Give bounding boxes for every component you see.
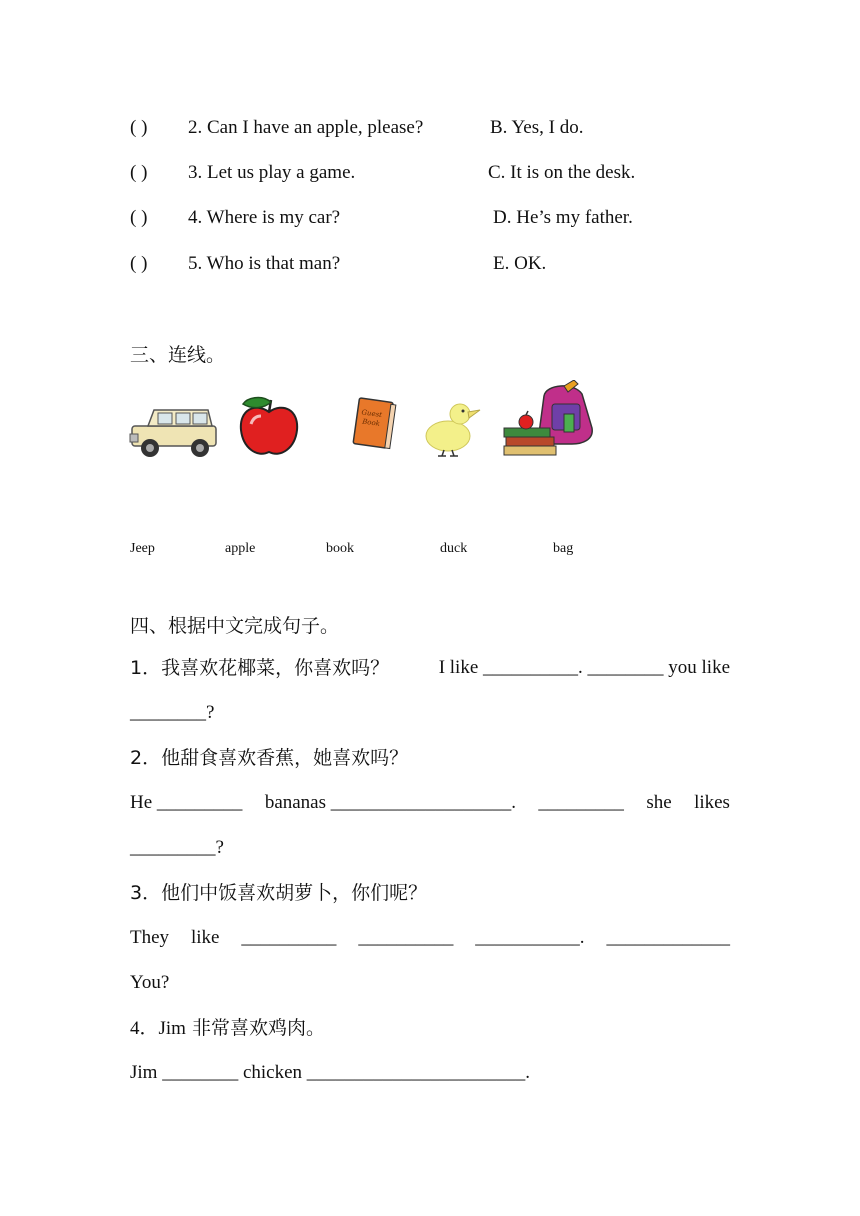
q2-part: likes xyxy=(694,792,730,813)
q3-chinese: 3．他们中饭喜欢胡萝卜，你们呢？ xyxy=(130,882,428,904)
answer-blank[interactable]: ( ) xyxy=(130,117,148,138)
q4-label: 4．Jim xyxy=(130,1018,186,1039)
book-cover-word: Book xyxy=(361,417,381,428)
q3-part: like xyxy=(190,927,220,948)
q2-line-1[interactable] xyxy=(130,791,730,815)
q3-part[interactable]: _____________ xyxy=(606,927,730,948)
answer-option: B. Yes, I do. xyxy=(490,117,584,138)
question-text: 2. Can I have an apple, please? xyxy=(188,117,424,138)
jeep-icon xyxy=(128,404,220,460)
q3-part[interactable]: __________ xyxy=(241,927,337,948)
q2-part: she xyxy=(646,792,672,813)
question-text: 4. Where is my car? xyxy=(188,207,341,228)
school-bag-icon xyxy=(502,380,600,460)
word-apple: apple xyxy=(225,541,256,556)
q4-chinese xyxy=(130,1016,325,1041)
answer-option: C. It is on the desk. xyxy=(488,162,636,183)
word-book: book xyxy=(326,541,354,556)
q1-line-1 xyxy=(130,656,730,680)
apple-icon xyxy=(237,394,301,460)
q4-line[interactable]: Jim ________ chicken _______________________. xyxy=(130,1062,531,1083)
q1-line-2[interactable]: ________? xyxy=(130,702,215,723)
answer-blank[interactable]: ( ) xyxy=(130,207,148,228)
question-text: 3. Let us play a game. xyxy=(188,162,356,183)
q2-part[interactable]: _________ xyxy=(538,792,624,813)
q2-line-2[interactable]: _________? xyxy=(130,837,224,858)
q2-chinese: 2．他甜食喜欢香蕉，她喜欢吗？ xyxy=(130,747,409,769)
word-bag: bag xyxy=(553,541,574,556)
word-duck: duck xyxy=(440,541,468,556)
answer-option: E. OK. xyxy=(493,253,547,274)
answer-blank[interactable]: ( ) xyxy=(130,253,148,274)
q3-part[interactable]: __________ xyxy=(358,927,454,948)
word-jeep: Jeep xyxy=(130,541,155,556)
book-icon xyxy=(348,396,398,452)
q4-chinese-text: 非常喜欢鸡肉。 xyxy=(185,1017,325,1039)
section-4-title: 四、根据中文完成句子。 xyxy=(130,615,340,637)
q3-line-2: You? xyxy=(130,972,170,993)
q2-part[interactable]: bananas ___________________. xyxy=(264,792,517,813)
question-text: 5. Who is that man? xyxy=(188,253,341,274)
q3-part: They xyxy=(130,927,170,948)
duck-icon xyxy=(422,398,484,458)
answer-option: D. He’s my father. xyxy=(493,207,633,228)
q2-part[interactable]: He _________ xyxy=(130,792,243,813)
q1-chinese: 1．我喜欢花椰菜，你喜欢吗？ xyxy=(130,657,390,679)
section-3-title: 三、连线。 xyxy=(130,344,226,366)
q1-english[interactable]: I like __________. ________ you like xyxy=(438,657,730,678)
q3-line-1[interactable] xyxy=(130,926,730,950)
book-cover-word: Guest xyxy=(360,408,383,420)
answer-blank[interactable]: ( ) xyxy=(130,162,148,183)
q3-part[interactable]: ___________. xyxy=(475,927,585,948)
